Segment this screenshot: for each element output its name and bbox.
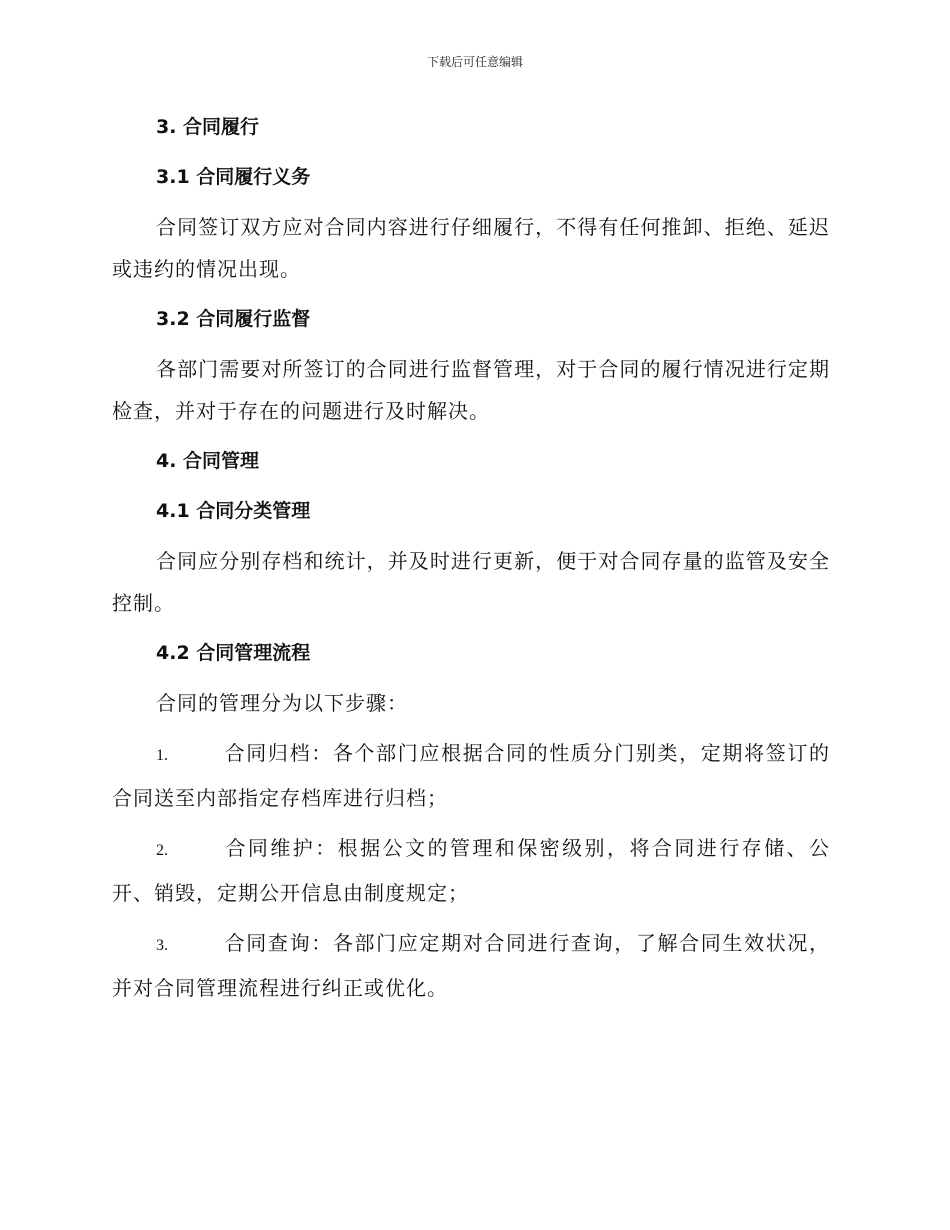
section-3-1-paragraph: 合同签订双方应对合同内容进行仔细履行，不得有任何推卸、拒绝、延迟或违约的情况出现。 [112,215,830,281]
list-item-number: 3. [156,937,168,954]
list-item [112,922,830,1009]
list-item-text: 合同维护：根据公文的管理和保密级别，将合同进行存储、公开、销毁，定期公开信息由制度规定； [112,836,830,905]
list-item [112,827,830,914]
document-body [112,106,830,1009]
section-4-2-intro: 合同的管理分为以下步骤： [156,691,408,715]
list-item-text: 合同查询：各部门应定期对合同进行查询，了解合同生效状况，并对合同管理流程进行纠正或优化。 [112,931,830,1000]
section-3-heading: 3. 合同履行 [156,116,260,138]
list-item-text: 合同归档：各个部门应根据合同的性质分门别类，定期将签订的合同送至内部指定存档库进行归档； [112,741,830,810]
section-3-2-paragraph: 各部门需要对所签订的合同进行监督管理，对于合同的履行情况进行定期检查，并对于存在的问题进行及时解决。 [112,357,830,423]
section-4-heading: 4. 合同管理 [156,450,260,472]
list-item-number: 2. [156,842,168,859]
list-item [112,732,830,819]
list-item-number: 1. [156,747,168,764]
section-4-1-heading: 4.1 合同分类管理 [156,500,311,522]
section-3-2-heading: 3.2 合同履行监督 [156,308,311,330]
section-3-1-heading: 3.1 合同履行义务 [156,166,311,188]
section-4-2-heading: 4.2 合同管理流程 [156,642,311,664]
page-header: 下载后可任意编辑 [426,55,523,69]
section-4-1-paragraph: 合同应分别存档和统计，并及时进行更新，便于对合同存量的监管及安全控制。 [112,549,830,615]
